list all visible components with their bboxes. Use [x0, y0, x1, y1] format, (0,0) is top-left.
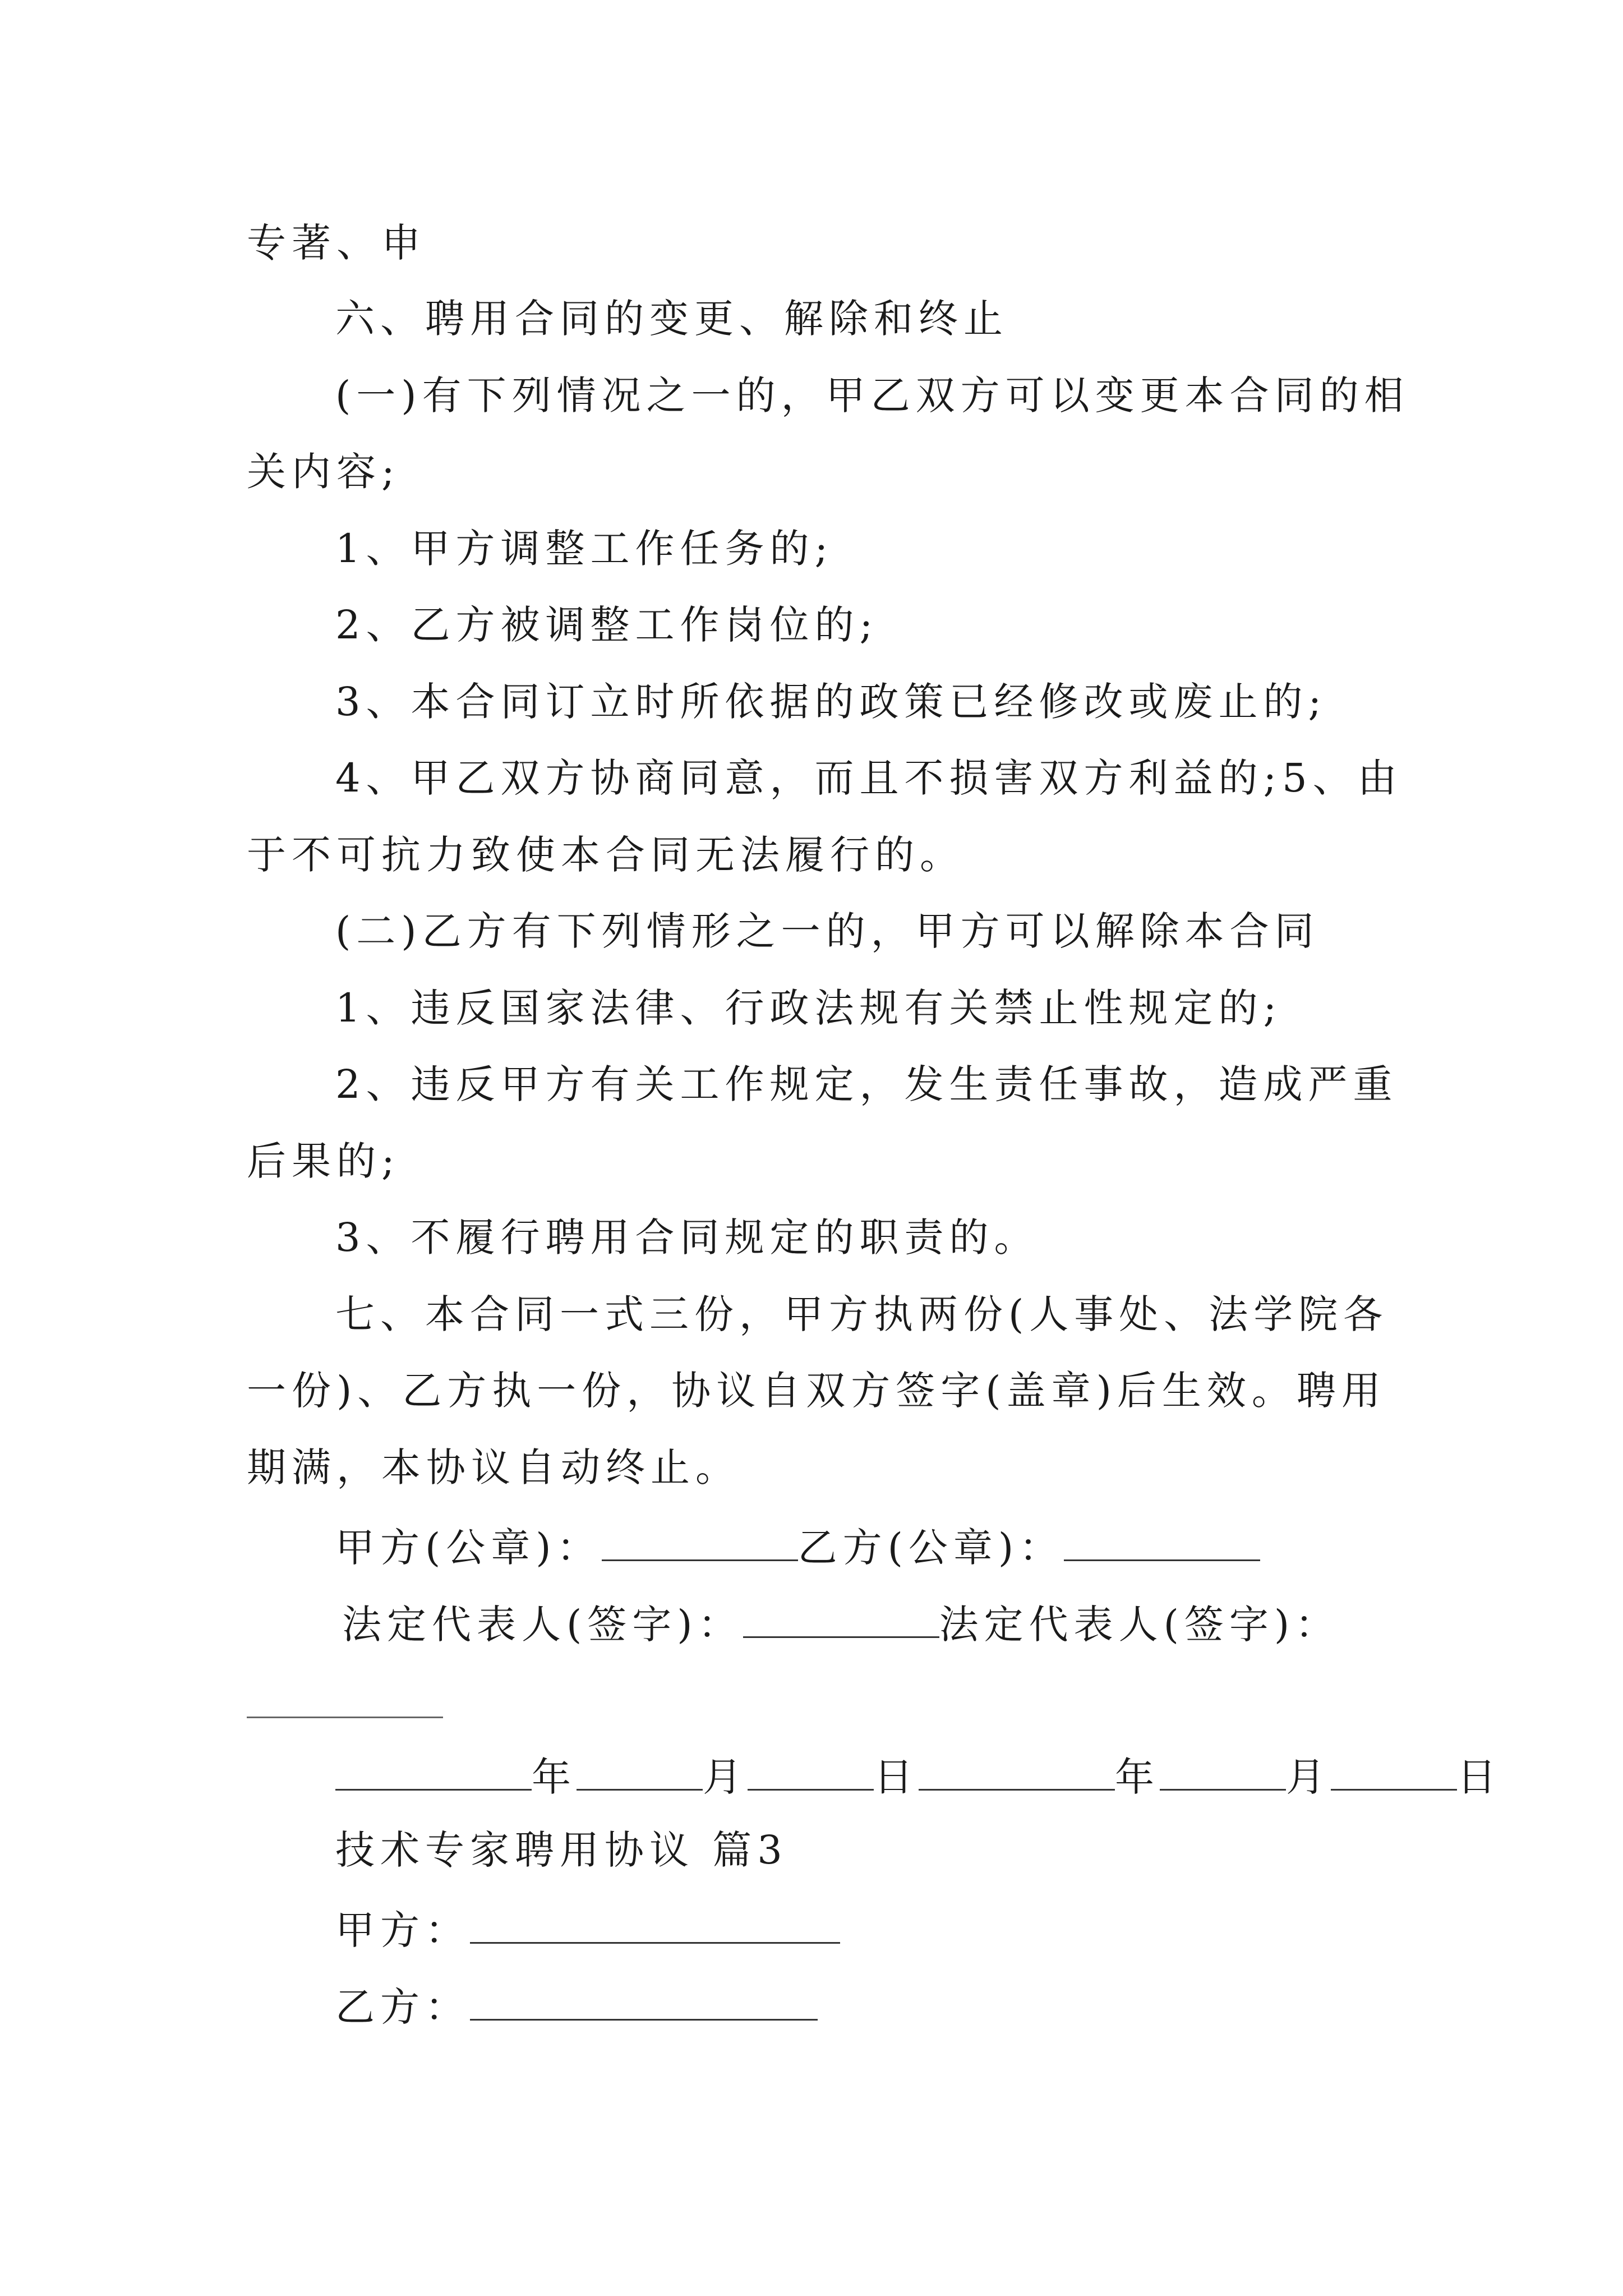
next-party-b-blank[interactable]: [470, 1984, 818, 2021]
subsection-two: (二)乙方有下列情形之一的，甲方可以解除本合同: [335, 908, 1320, 954]
rep-label-a: 法定代表人(签字)：: [342, 1602, 743, 1648]
month-b-blank[interactable]: [1160, 1754, 1286, 1791]
text-line-3: (一)有下列情况之一的，甲乙双方可以变更本合同的相: [335, 372, 1409, 418]
list-item-b1: 1、违反国家法律、行政法规有关禁止性规定的;: [335, 985, 1283, 1031]
year-b-label: 年: [1115, 1754, 1160, 1800]
next-agreement-title: 技术专家聘用协议 篇3: [335, 1827, 788, 1873]
next-party-b-line: [335, 1984, 818, 2030]
list-item-4: 4、甲乙双方协商同意，而且不损害双方利益的;5、由: [335, 755, 1403, 801]
list-item-2: 2、乙方被调整工作岗位的;: [335, 602, 879, 648]
party-b-seal-blank[interactable]: [1064, 1524, 1260, 1561]
rep-a-blank[interactable]: [743, 1601, 939, 1638]
text-line-13: 后果的;: [247, 1138, 400, 1184]
party-a-seal-blank[interactable]: [602, 1524, 798, 1561]
day-a-blank[interactable]: [748, 1754, 874, 1791]
rep-b-blank[interactable]: [247, 1717, 443, 1718]
rep-label-b: 法定代表人(签字)：: [939, 1602, 1340, 1648]
text-line-17: 期满，本协议自动终止。: [247, 1444, 740, 1490]
next-party-a-label: 甲方：: [335, 1907, 470, 1953]
date-line: [335, 1754, 1502, 1800]
party-b-seal-label: 乙方(公章)：: [797, 1525, 1064, 1571]
next-party-a-line: [335, 1907, 840, 1953]
list-item-b2: 2、违反甲方有关工作规定，发生责任事故，造成严重: [335, 1061, 1398, 1107]
text-line-9: 于不可抗力致使本合同无法履行的。: [247, 832, 965, 878]
day-b-blank[interactable]: [1331, 1754, 1457, 1791]
day-a-label: 日: [874, 1754, 919, 1800]
next-party-a-blank[interactable]: [470, 1907, 840, 1944]
year-b-blank[interactable]: [919, 1754, 1115, 1791]
day-b-label: 日: [1457, 1754, 1502, 1800]
text-line-16: 一份)、乙方执一份，协议自双方签字(盖章)后生效。聘用: [247, 1368, 1386, 1414]
year-a-label: 年: [532, 1754, 577, 1800]
year-a-blank[interactable]: [335, 1754, 532, 1791]
month-b-label: 月: [1286, 1754, 1331, 1800]
section-heading-six: 六、聘用合同的变更、解除和终止: [335, 296, 1008, 342]
party-a-seal-label: 甲方(公章)：: [335, 1525, 602, 1571]
list-item-b3: 3、不履行聘用合同规定的职责的。: [335, 1214, 1039, 1260]
section-seven: 七、本合同一式三份，甲方执两份(人事处、法学院各: [335, 1291, 1389, 1337]
list-item-1: 1、甲方调整工作任务的;: [335, 526, 834, 572]
text-line-4: 关内容;: [247, 449, 400, 495]
list-item-3: 3、本合同订立时所依据的政策已经修改或废止的;: [335, 679, 1327, 725]
month-a-blank[interactable]: [577, 1754, 703, 1791]
representative-line: [342, 1601, 1340, 1648]
text-line-1: 专著、申: [247, 220, 426, 266]
seal-line: [335, 1524, 1260, 1571]
month-a-label: 月: [703, 1754, 748, 1800]
next-party-b-label: 乙方：: [335, 1984, 470, 2030]
